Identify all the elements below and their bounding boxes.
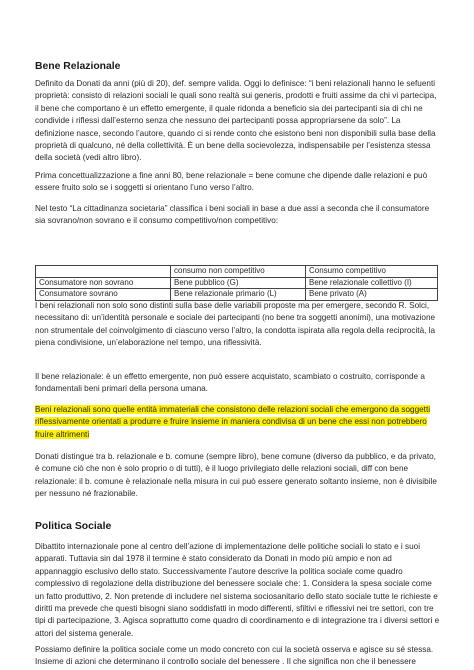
table-cell: Bene privato (A) — [306, 289, 438, 301]
section-title-politica-sociale: Politica Sociale — [35, 521, 112, 532]
highlighted-definition — [35, 404, 440, 441]
paragraph-definition: Definito da Donati da anni (più di 20), def. sempre valida. Oggi lo definisce: “i beni relazionali hanno le sefuenti proprietà: consisto di relazioni sociali le quali sono realtà sui generis, prodotti e fruiti assime da chi vi partecipa, il bene che comportano è un effetto emergente, il quale ridonda a beneficio sia dei partecipanti sia di chi ne condivide i riflessi dall’esterno senza che nessuno dei partecipanti possa appropriarsene da solo”. La definizione nasce, secondo l’autore, quando ci si rende conto che esistono beni non disponibili sulla base della proprietà di qualcuno, né della collettività. È un bene della socievolezza, indispensabile per l’esistenza stessa della società (vedi altro libro). — [35, 79, 437, 163]
table-cell: Bene relazionale primario (L) — [171, 289, 306, 301]
paragraph-first-concept: Prima concettualizzazione a fine anni 80, bene relazionale = bene comune che dipende dalle relazioni e può essere fruito solo se i soggetti si orientano l’uno verso l’altro. — [35, 171, 428, 193]
table-row — [36, 289, 438, 301]
paragraph-emergent-effect: Il bene relazionale: è un effetto emergente, non può essere acquistato, scambiato o costruito, corrisponde a fondamentali beni primari della persona umana. — [35, 372, 425, 394]
table-cell: Consumatore non sovrano — [36, 277, 171, 289]
table-cell: consumo non competitivo — [171, 266, 306, 278]
table-cell: Bene relazionale collettivo (I) — [306, 277, 438, 289]
paragraph-classification-intro: Nel testo “La cittadinanza societaria” classifica i beni sociali in base a due assi a seconda che il consumatore sia sovrano/non sovrano e il consumo competitivo/non competitivo: — [35, 204, 430, 226]
section-title-bene-relazionale: Bene Relazionale — [35, 61, 121, 72]
table-row — [36, 277, 438, 289]
highlighted-definition-text: Beni relazionali sono quelle entità immateriali che consistono delle relazioni sociali che emergono da soggetti riflessivamente orientati a produrre e fruire insieme in maniera condivisa di un bene che essi non potrebbero fruire altrimenti — [35, 405, 431, 439]
paragraph-bene-comune: Donati distingue tra b. relazionale e b. comune (sempre libro), bene comune (diverso da pubblico, e da privato, è comune ciò che non è solo proprio o di tutti), è il luogo privilegiato delle relazioni sociali, diff con bene relazionale: il b. comune è relazionale nella misura in cui può essere generato soltanto insieme, non è divisibile per nessuno né frazionabile. — [35, 452, 437, 499]
table-cell — [36, 266, 171, 278]
table-header-row — [36, 266, 438, 278]
table-cell: Consumatore sovrano — [36, 289, 171, 301]
paragraph-requirements: I beni relazionali non solo sono distinti sulla base delle variabili proposte ma per emergere, secondo R. Solci, necessitano di: un’identità personale e sociale dei partecipanti (no bene tra soggetti anonimi), una motivazione non strumentale del coinvolgimento di ciascuno verso l’altro, la condotta ispirata alla regola della reciprocità, la piena condivisione, un’elaborazione nel tempo, una riflessività. — [35, 301, 436, 348]
classification-table — [35, 265, 438, 301]
table-cell: Bene pubblico (G) — [171, 277, 306, 289]
table-cell: Consumo competitivo — [306, 266, 438, 278]
paragraph-policy-definition: Possiamo definire la politica sociale come un modo concreto con cui la società osserva e agisce su sé stessa. Insieme di azioni che determinano il controllo sociale del benessere . Il che significa non che il benessere — [35, 645, 434, 667]
paragraph-policy-debate: Dibattito internazionale pone al centro dell’azione di implementazione delle politiche sociali lo stato e i suoi apparati. Tuttavia sin dal 1978 il termine è stato considerato da Donati in modo più ampio e non ad appannaggio esclusivo dello stato. Successivamente l’autore descrive la politica sociale come quadro complessivo di regolazione della distribuzione del benessere sociale che: 1. Considera la spesa sociale come un fatto produttivo, 2. Non pretende di includere nel sistema sociosanitario dello stato sociale tutte le richieste e diritti ma prevede che questi bisogni siano soddisfatti in modo differenti, sfiltivi e riflessivi nei tre settori, con tre tipi di partecipazione, 3. Agisca soprattutto come quadro di coordinamento e di integrazione tra i diversi settori e attori del sistema generale. — [35, 542, 440, 638]
